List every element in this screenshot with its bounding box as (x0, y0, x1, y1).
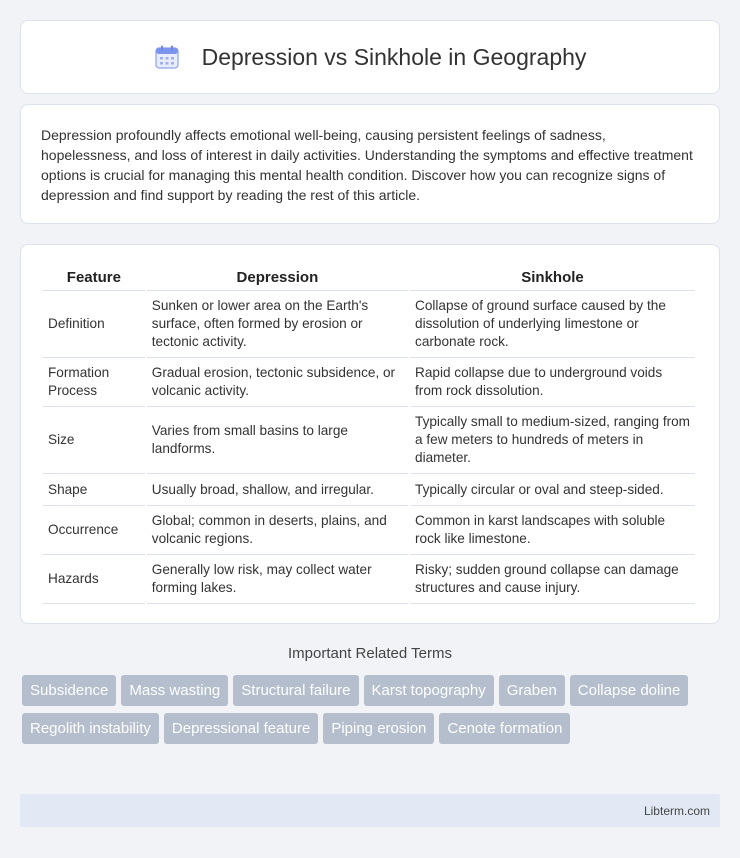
table-row (43, 555, 695, 604)
intro-text: Depression profoundly affects emotional well-being, causing persistent feelings of sadness, hopelessness, and loss of interest in daily activities. Understanding the symptoms and effective treatment options is crucial for managing this mental health condition. Discover how you can recognize signs of depression and find support by reading the rest of this article. (41, 127, 693, 203)
table-row (43, 358, 695, 407)
column-header-depression: Depression (147, 265, 408, 291)
sinkhole-cell: Typically small to medium-sized, ranging from a few meters to hundreds of meters in diameter. (410, 407, 695, 474)
tag-cenote-formation[interactable]: Cenote formation (439, 713, 570, 744)
depression-cell: Sunken or lower area on the Earth's surface, often formed by erosion or tectonic activity. (147, 291, 408, 358)
depression-cell: Gradual erosion, tectonic subsidence, or volcanic activity. (147, 358, 408, 407)
feature-cell: Size (43, 407, 145, 474)
page-title: Depression vs Sinkhole in Geography (201, 43, 587, 70)
feature-cell: Formation Process (43, 358, 145, 407)
feature-cell: Shape (43, 474, 145, 506)
sinkhole-cell: Rapid collapse due to underground voids from rock dissolution. (410, 358, 695, 407)
tag-regolith-instability[interactable]: Regolith instability (22, 713, 159, 744)
related-terms-title: Important Related Terms (288, 645, 452, 662)
tag-graben[interactable]: Graben (499, 675, 565, 706)
depression-cell: Varies from small basins to large landforms. (147, 407, 408, 474)
table-row (43, 291, 695, 358)
depression-cell: Global; common in deserts, plains, and volcanic regions. (147, 506, 408, 555)
column-header-feature: Feature (43, 265, 145, 291)
feature-cell: Definition (43, 291, 145, 358)
sinkhole-cell: Common in karst landscapes with soluble rock like limestone. (410, 506, 695, 555)
calendar-icon (154, 44, 180, 70)
feature-cell: Hazards (43, 555, 145, 604)
footer (20, 794, 720, 827)
intro-card (20, 104, 720, 224)
tag-mass-wasting[interactable]: Mass wasting (121, 675, 228, 706)
table-row (43, 474, 695, 506)
table-row (43, 506, 695, 555)
comparison-table-card (20, 244, 720, 624)
table-row (43, 407, 695, 474)
tag-subsidence[interactable]: Subsidence (22, 675, 116, 706)
column-header-sinkhole: Sinkhole (410, 265, 695, 291)
tag-collapse-doline[interactable]: Collapse doline (570, 675, 689, 706)
table-header-row (43, 265, 695, 291)
feature-cell: Occurrence (43, 506, 145, 555)
tag-karst-topography[interactable]: Karst topography (364, 675, 494, 706)
header-card (20, 20, 720, 94)
tag-structural-failure[interactable]: Structural failure (233, 675, 358, 706)
depression-cell: Usually broad, shallow, and irregular. (147, 474, 408, 506)
footer-site-link[interactable]: Libterm.com (643, 804, 710, 818)
depression-cell: Generally low risk, may collect water forming lakes. (147, 555, 408, 604)
tag-piping-erosion[interactable]: Piping erosion (323, 713, 434, 744)
sinkhole-cell: Collapse of ground surface caused by the dissolution of underlying limestone or carbonate rock. (410, 291, 695, 358)
tag-depressional-feature[interactable]: Depressional feature (164, 713, 318, 744)
sinkhole-cell: Risky; sudden ground collapse can damage structures and cause injury. (410, 555, 695, 604)
comparison-table (41, 265, 697, 604)
sinkhole-cell: Typically circular or oval and steep-sided. (410, 474, 695, 506)
related-terms-list (22, 675, 722, 751)
